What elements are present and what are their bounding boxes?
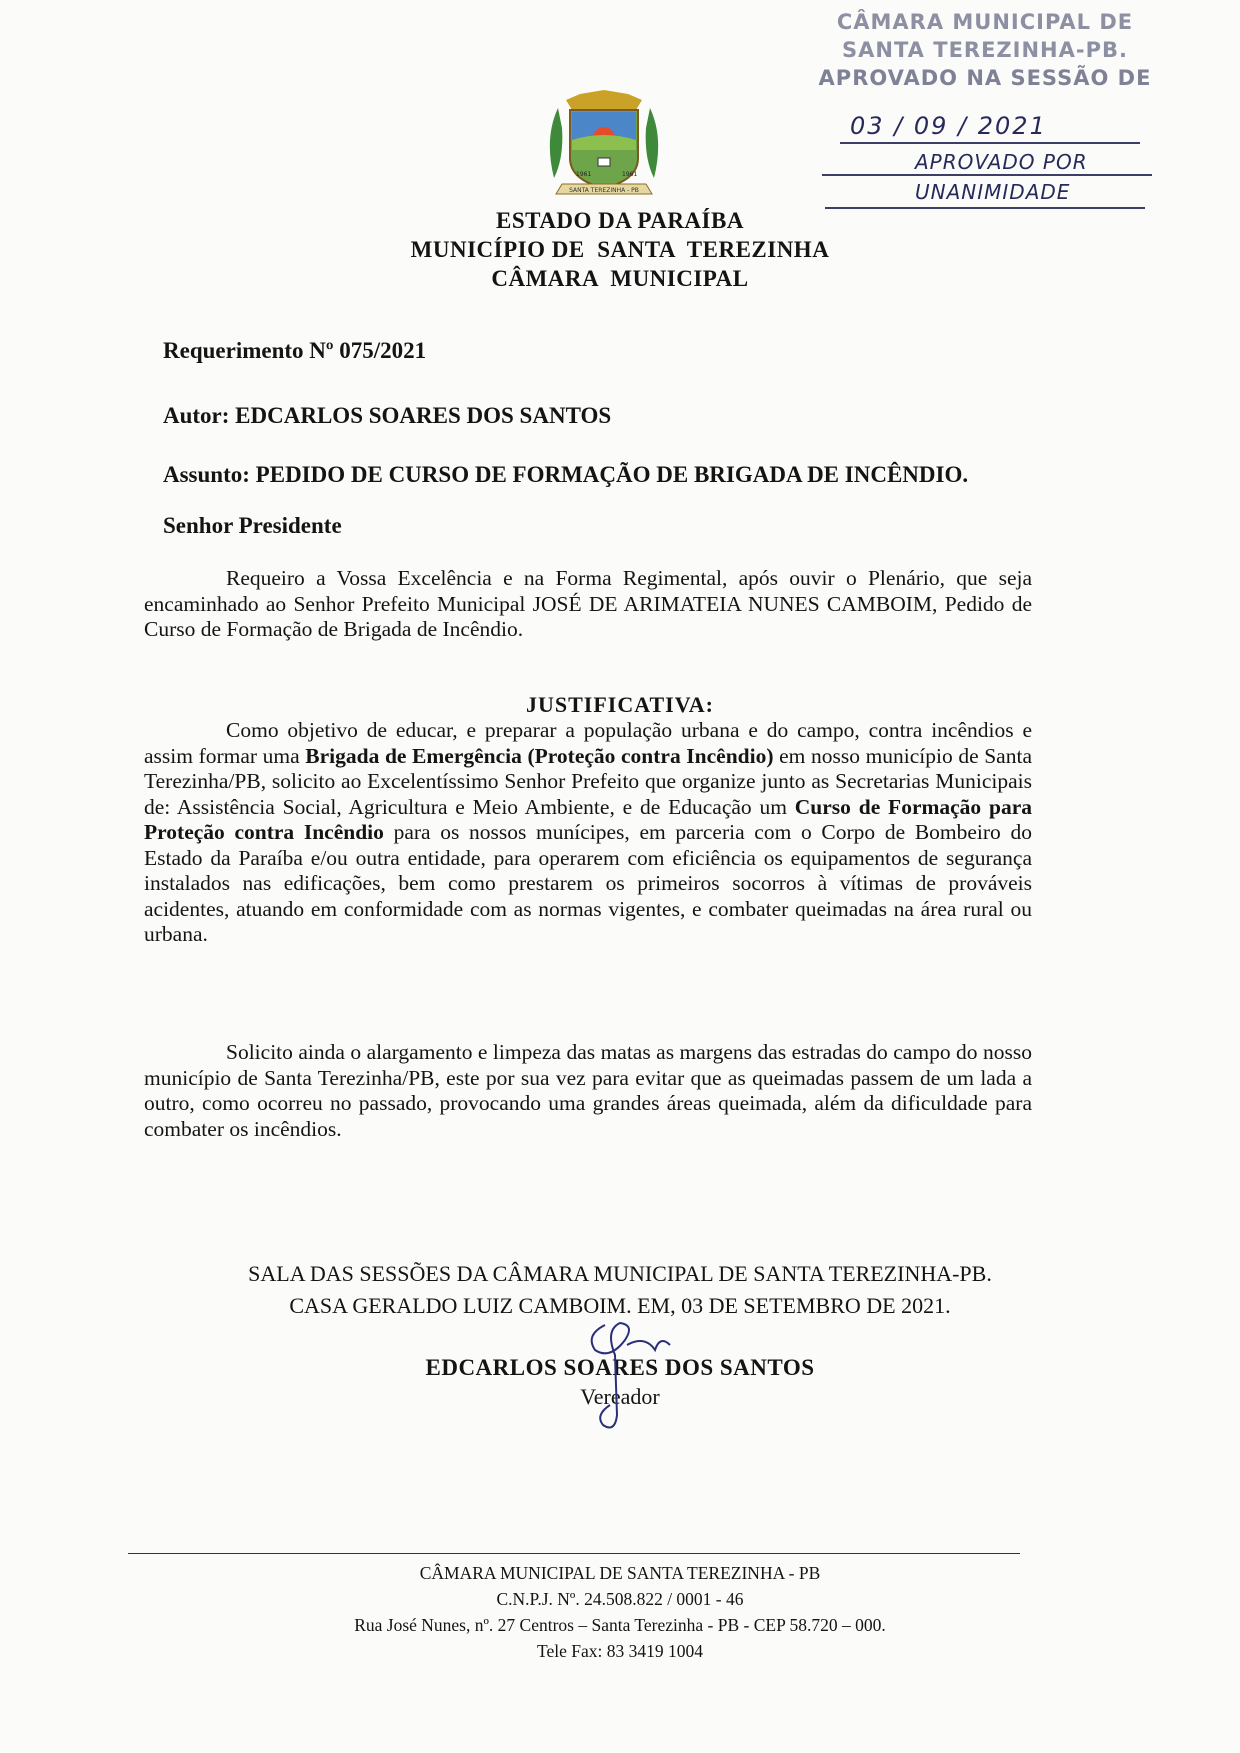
signature-icon (565, 1305, 685, 1435)
stamp-note-1: APROVADO POR (915, 150, 1088, 174)
stamp-note-line-1 (822, 174, 1152, 176)
justificativa-text-2: em nosso município de Santa Terezinha/PB, solicito ao Excelentíssimo Senhor Prefeito que organize junto as Secretarias Municipais de: Assistência Social, Agricultura e Meio Ambiente, e de Educação um (144, 743, 1032, 819)
closing-line-1: SALA DAS SESSÕES DA CÂMARA MUNICIPAL DE SANTA TEREZINHA-PB. (248, 1261, 992, 1286)
additional-request-text: Solicito ainda o alargamento e limpeza das matas as margens das estradas do campo do nosso município de Santa Terezinha/PB, este por sua vez para evitar que as queimadas passem de um lada a outro, como ocorreu no passado, provocando uma grandes áreas queimada, além da dificuldade para combater os incêndios. (144, 1040, 1032, 1141)
justificativa-paragraph (144, 718, 1032, 948)
justificativa-title: JUSTIFICATIVA: (525, 692, 714, 717)
request-paragraph (144, 566, 1032, 643)
assunto-line (163, 462, 968, 488)
stamp-line-3: APROVADO NA SESSÃO DE (818, 66, 1152, 90)
footer-phone: Tele Fax: 83 3419 1004 (537, 1641, 703, 1661)
footer-institution: CÂMARA MUNICIPAL DE SANTA TEREZINHA - PB (419, 1563, 821, 1583)
saudacao-line (163, 513, 342, 539)
coat-ribbon-text: SANTA TEREZINHA - PB (569, 187, 639, 194)
signer-name: EDCARLOS SOARES DOS SANTOS (425, 1355, 815, 1380)
assunto-label: Assunto (163, 462, 243, 487)
stamp-date: 03 / 09 / 2021 (850, 112, 1047, 140)
coat-of-arms-icon (540, 88, 668, 200)
footer-divider (128, 1553, 1020, 1554)
header-municipality: MUNICÍPIO DE SANTA TEREZINHA (410, 237, 830, 262)
approval-stamp (805, 8, 1165, 92)
request-text: Requeiro a Vossa Excelência e na Forma Regimental, após ouvir o Plenário, que seja encaminhado ao Senhor Prefeito Municipal JOSÉ DE ARIMATEIA NUNES CAMBOIM, Pedido de Curso de Formação de Brigada de Incêndio. (144, 566, 1032, 641)
justificativa-text-1: Como objetivo de educar, e preparar a população urbana e do campo, contra incêndios e assim formar uma (144, 718, 1032, 768)
additional-request-paragraph (144, 1040, 1032, 1142)
coat-year-right: 1961 (622, 171, 638, 178)
header-state: ESTADO DA PARAÍBA (496, 208, 744, 233)
stamp-line-2: SANTA TEREZINHA-PB. (842, 38, 1128, 62)
stamp-line-1: CÂMARA MUNICIPAL DE (836, 10, 1134, 34)
stamp-note-2: UNANIMIDADE (915, 180, 1071, 204)
requerimento-number: Requerimento Nº 075/2021 (163, 338, 427, 363)
author: Autor: EDCARLOS SOARES DOS SANTOS (163, 403, 612, 428)
salutation: Senhor Presidente (163, 513, 342, 538)
footer-address: Rua José Nunes, nº. 27 Centros – Santa Terezinha - PB - CEP 58.720 – 000. (354, 1615, 886, 1635)
header-chamber: CÂMARA MUNICIPAL (491, 266, 749, 291)
justificativa-text-3: para os nossos munícipes, em parceria com o Corpo de Bombeiro do Estado da Paraíba e/ou outra entidade, para operarem com eficiência os equipamentos de segurança instalados nas edificações, bem como prestarem os primeiros socorros à vítimas de prováveis acidentes, atuando em conformidade com as normas vigentes, e combater queimadas na área rural ou urbana. (144, 820, 1032, 946)
document-header (300, 206, 940, 293)
signer-role: Vereador (580, 1384, 660, 1409)
requerimento-line (163, 338, 426, 364)
justificativa-bold-2: Curso de Formação para Proteção contra Incêndio (144, 794, 1033, 844)
closing-line-2: CASA GERALDO LUIZ CAMBOIM. EM, 03 DE SETEMBRO DE 2021. (289, 1293, 951, 1318)
justificativa-bold-1: Brigada de Emergência (Proteção contra Incêndio) (305, 743, 774, 768)
assunto-value: : PEDIDO DE CURSO DE FORMAÇÃO DE BRIGADA DE INCÊNDIO. (242, 462, 969, 487)
autor-line (163, 403, 611, 429)
stamp-date-line (840, 142, 1140, 144)
footer-cnpj: C.N.P.J. Nº. 24.508.822 / 0001 - 46 (496, 1589, 744, 1609)
footer (0, 1560, 1240, 1664)
coat-year-left: 1961 (576, 171, 592, 178)
